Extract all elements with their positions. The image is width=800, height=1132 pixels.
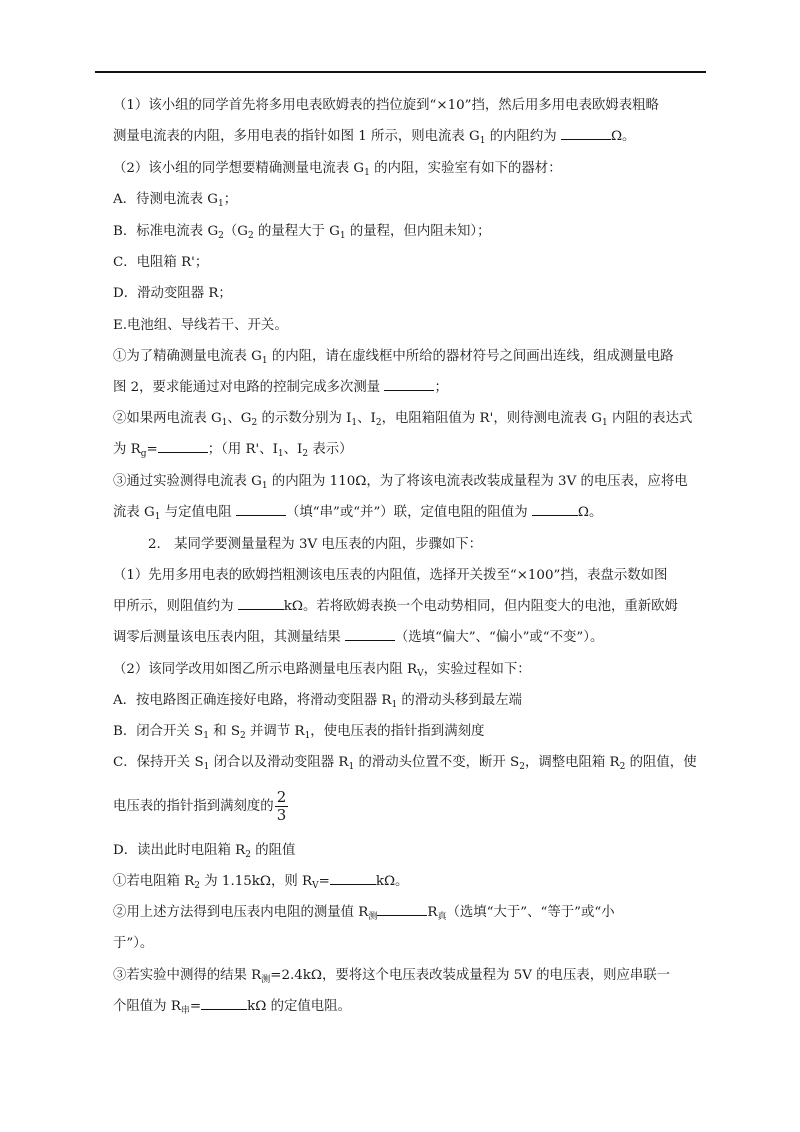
q2-part1-line3: 调零后测量该电压表内阻，其测量结果 （选填“偏大”、“偏小”或“不变”）。 bbox=[113, 630, 604, 645]
fraction-denominator: 3 bbox=[276, 806, 287, 824]
q2-part1-line2: 甲所示，则阻值约为 kΩ。若将欧姆表换一个电动势相同，但内阻变大的电池，重新欧姆 bbox=[113, 599, 678, 614]
q2-step-a: A．按电路图正确连接好电路，将滑动变阻器 $R_1$ 的滑动头移到最左端 bbox=[113, 693, 522, 710]
q1-item2-line1: ②如果两电流表 $G_1$、$G_2$ 的示数分别为 $I_1$、$I_2$，电阻箱阻值为 R'，则待测电流表 $G_1$ 内阻的表达式 bbox=[113, 411, 693, 428]
q1-part1-line2: 测量电流表的内阻，多用电表的指针如图 1 所示，则电流表 $G_1$ 的内阻约为 Ω。 bbox=[113, 129, 636, 146]
q2-part2-intro: （2）该同学改用如图乙所示电路测量电压表内阻 $R_V$，实验过程如下： bbox=[113, 662, 531, 679]
answer-blank[interactable] bbox=[345, 628, 395, 641]
q2-step-d: D．读出此时电阻箱 $R_2$ 的阻值 bbox=[113, 843, 296, 860]
q1-option-d: D．滑动变阻器 R； bbox=[113, 286, 232, 301]
q2-item2-line1: ②用上述方法得到电压表内电阻的测量值 $R_测$ $R_真$（选填“大于”、“等于”或“小 bbox=[113, 905, 615, 922]
q2-step-b: B．闭合开关 $S_1$ 和 $S_2$ 并调节 $R_1$，使电压表的指针指到满刻度 bbox=[113, 724, 485, 741]
q1-item1-line2: 图 2，要求能通过对电路的控制完成多次测量 ； bbox=[113, 380, 448, 395]
q1-item2-line2: 为 $R_g=$ ；（用 R'、$I_1$、$I_2$ 表示） bbox=[113, 442, 353, 459]
q2-step-c: C．保持开关 $S_1$ 闭合以及滑动变阻器 $R_1$ 的滑动头位置不变，断开 $S_2$，调整电阻箱 $R_2$ 的阻值，使 bbox=[113, 755, 697, 772]
q2-step-c-cont: 电压表的指针指到满刻度的 $\frac{2}{3}$ bbox=[113, 788, 287, 824]
fraction-numerator: 2 bbox=[276, 788, 287, 806]
answer-blank[interactable] bbox=[532, 503, 578, 516]
q1-part1-line1: （1）该小组的同学首先将多用电表欧姆表的挡位旋到“×10”挡，然后用多用电表欧姆表粗略 bbox=[113, 98, 659, 113]
q1-option-b: B．标准电流表 $G_2(G_2$ 的量程大于 $G_1$ 的量程，但内阻未知）； bbox=[113, 224, 491, 241]
fraction bbox=[275, 790, 289, 823]
answer-blank[interactable] bbox=[384, 378, 434, 391]
q1-part2-intro: （2）该小组的同学想要精确测量电流表 $G_1$ 的内阻，实验室有如下的器材： bbox=[113, 161, 562, 178]
q2-heading: 2. 某同学要测量量程为 3V 电压表的内阻，步骤如下： bbox=[148, 537, 483, 552]
answer-blank[interactable] bbox=[561, 127, 611, 140]
q1-option-c: C．电阻箱 R'； bbox=[113, 255, 209, 270]
q2-item3-line2: 个阻值为 $R_串= k\Omega$ 的定值电阻。 bbox=[113, 999, 351, 1016]
q1-item3-line2: 流表 $G_1$ 与定值电阻 （填“串”或“并”）联，定值电阻的阻值为 Ω。 bbox=[113, 505, 603, 522]
answer-blank[interactable] bbox=[330, 872, 376, 885]
q2-item1: ①若电阻箱 $R_2$ 为 1.15kΩ，则 $R_V= k\Omega$。 bbox=[113, 874, 409, 891]
q2-part1-line1: （1）先用多用电表的欧姆挡粗测该电压表的内阻值，选择开关拨至“×100”挡，表盘示数如图 bbox=[113, 568, 668, 583]
answer-blank[interactable] bbox=[158, 440, 208, 453]
q1-item1-line1: ①为了精确测量电流表 $G_1$ 的内阻，请在虚线框中所给的器材符号之间画出连线，组成测量电路 bbox=[113, 349, 674, 366]
q1-option-a: A．待测电流表 $G_1$； bbox=[113, 192, 238, 209]
answer-blank[interactable] bbox=[236, 503, 286, 516]
q1-item3-line1: ③通过实验测得电流表 $G_1$ 的内阻为 110Ω，为了将该电流表改装成量程为 3V 的电压表，应将电 bbox=[113, 474, 688, 491]
q2-item2-line2: 于”）。 bbox=[113, 936, 154, 951]
answer-blank[interactable] bbox=[238, 597, 284, 610]
q2-item3-line1: ③若实验中测得的结果 $R_测=2.4k\Omega$，要将这个电压表改装成量程为 5V 的电压表，则应串联一 bbox=[113, 968, 671, 985]
q1-option-e: E.电池组、导线若干、开关。 bbox=[113, 318, 288, 333]
answer-blank[interactable] bbox=[201, 997, 247, 1010]
answer-blank[interactable] bbox=[377, 903, 427, 916]
header-rule bbox=[95, 71, 706, 73]
